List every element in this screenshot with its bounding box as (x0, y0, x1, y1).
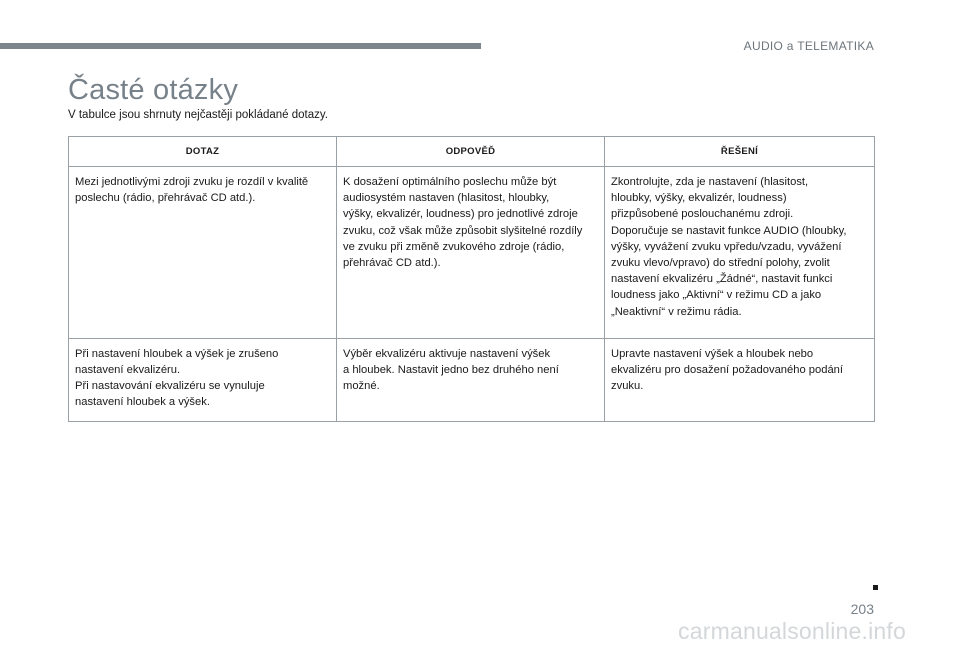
page-marker (873, 585, 878, 590)
column-header-solution: ŘEŠENÍ (605, 137, 875, 167)
solution-cell (605, 338, 875, 421)
column-header-answer: ODPOVĚĎ (337, 137, 605, 167)
answer-text: K dosažení optimálního poslechu může být audiosystém nastaven (hlasitost, hloubky, výšky, ekvalizér, loudness) pro jednotlivé zdroje zvuku, což však může způsobit slyšitelné rozdíly ve zvuku při změně zvukového zdroje (rádio, přehrávač CD atd.). (343, 176, 583, 270)
header-bar (0, 43, 481, 49)
answer-text: Výběr ekvalizéru aktivuje nastavení výšek a hloubek. Nastavit jedno bez druhého není možné. (343, 347, 559, 393)
solution-cell (605, 167, 875, 339)
section-label: AUDIO a TELEMATIKA (743, 39, 874, 53)
question-text: Při nastavení hloubek a výšek je zrušeno nastavení ekvalizéru. Při nastavování ekvalizéru se vynuluje nastavení hloubek a výšek. (75, 347, 279, 409)
watermark: carmanualsonline.info (678, 618, 906, 644)
question-cell (69, 338, 337, 421)
answer-cell (337, 338, 605, 421)
page-intro: V tabulce jsou shrnuty nejčastěji pokládané dotazy. (68, 109, 328, 121)
table-row (69, 167, 875, 339)
question-cell (69, 167, 337, 339)
page-number: 203 (850, 601, 874, 617)
question-text: Mezi jednotlivými zdroji zvuku je rozdíl v kvalitě poslechu (rádio, přehrávač CD atd.). (75, 176, 309, 205)
answer-cell (337, 167, 605, 339)
table-header-row (69, 137, 875, 167)
solution-text: Upravte nastavení výšek a hloubek nebo ekvalizéru pro dosažení požadovaného podání zvuku. (611, 347, 843, 393)
solution-text: Zkontrolujte, zda je nastavení (hlasitost, hloubky, výšky, ekvalizér, loudness) přizpůsobené poslouchanému zdroji. Doporučuje se nastavit funkce AUDIO (hloubky, výšky, vyvážení zvuku vpředu/vzadu, vyvážení zvuku vlevo/vpravo) do střední polohy, zvolit nastavení ekvalizéru „Žádné“, nastavit funkci loudness jako „Aktivní“ v režimu CD a jako „Neaktivní“ v režimu rádia. (611, 176, 847, 318)
table-row (69, 338, 875, 421)
column-header-question: DOTAZ (69, 137, 337, 167)
faq-table (68, 136, 875, 422)
page-title: Časté otázky (68, 74, 239, 106)
